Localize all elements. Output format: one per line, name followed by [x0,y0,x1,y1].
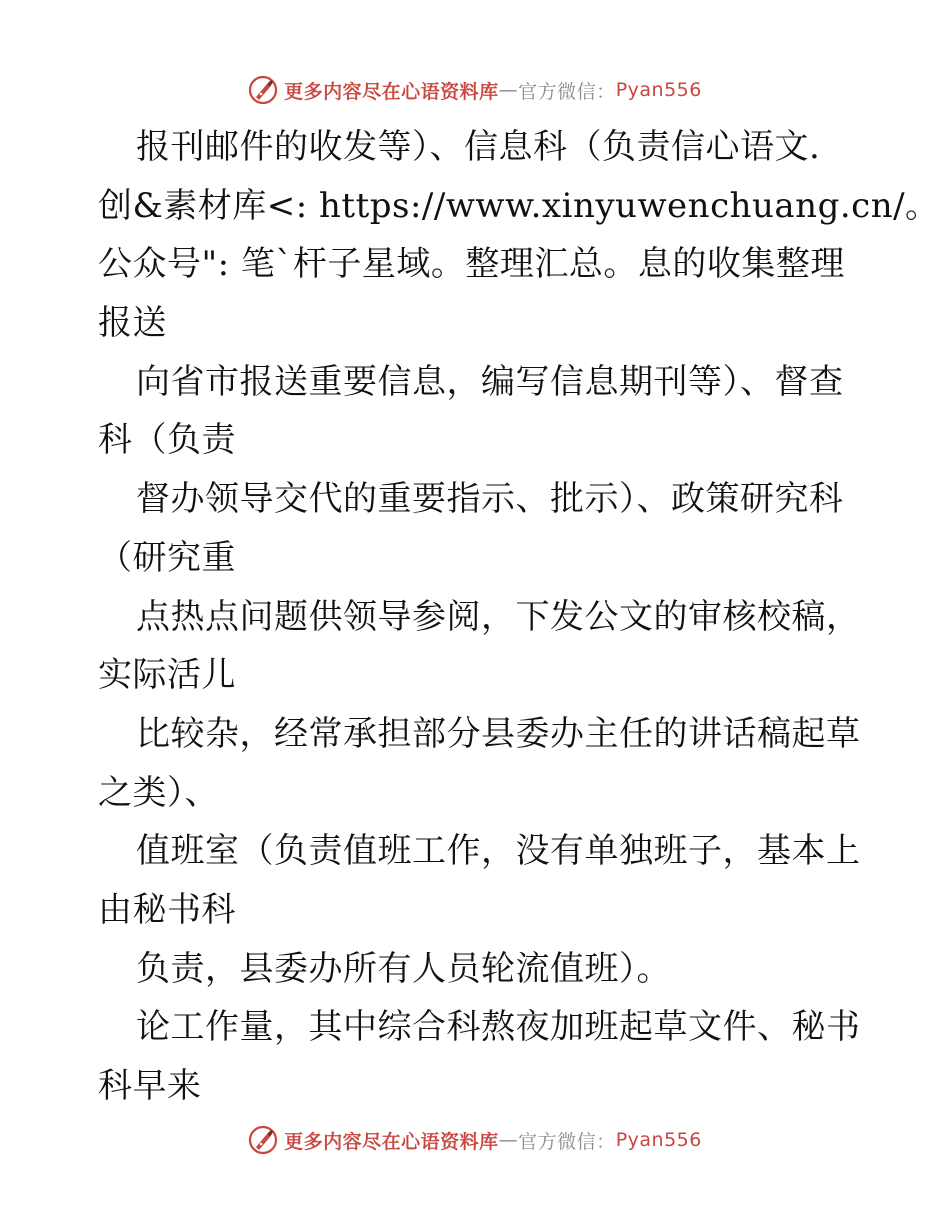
text-line: 向省市报送重要信息，编写信息期刊等）、督查 [136,361,844,402]
watermark-dash: — [498,1129,519,1151]
text-line: 点热点问题供领导参阅，下发公文的审核校稿， [136,596,861,637]
fountain-pen-logo-icon [248,1125,278,1155]
text-line: 科（负责 [98,420,236,461]
text-line: （研究重 [98,537,236,578]
text-line: 创&素材库<: https://www.xinyuwenchuang.cn/。 [98,185,940,226]
text-line: 报送 [98,303,167,344]
watermark-wechat-id: Pyan556 [615,79,702,101]
text-line: 科早来 [98,1066,202,1106]
document-body [98,118,940,1116]
text-line: 由秘书科 [98,889,236,930]
text-line: 论工作量，其中综合科熬夜加班起草文件、秘书 [136,1007,861,1048]
text-line: 报刊邮件的收发等）、信息科（负责信心语文. [136,127,821,167]
watermark-main-text: 更多内容尽在心语资料库 [284,80,499,103]
watermark-dash: — [498,79,519,101]
text-line: 实际活儿 [98,655,236,696]
fountain-pen-logo-icon [248,75,278,105]
text-line: 比较杂，经常承担部分县委办主任的讲话稿起草 [136,713,861,754]
text-line: 值班室（负责值班工作，没有单独班子，基本上 [136,831,861,872]
text-line: 之类）、 [98,772,219,813]
header-watermark [0,70,950,110]
text-line: 负责，县委办所有人员轮流值班）。 [136,948,671,989]
watermark-wechat-label: 官方微信： [518,1130,616,1153]
text-line: 督办领导交代的重要指示、批示）、政策研究科 [136,479,844,520]
watermark-main-text: 更多内容尽在心语资料库 [284,1130,499,1153]
watermark-wechat-label: 官方微信： [518,80,616,103]
footer-watermark [0,1120,950,1160]
watermark-wechat-id: Pyan556 [615,1129,702,1151]
text-line: 公众号": 笔`杆子星域。整理汇总。息的收集整理 [98,244,845,285]
